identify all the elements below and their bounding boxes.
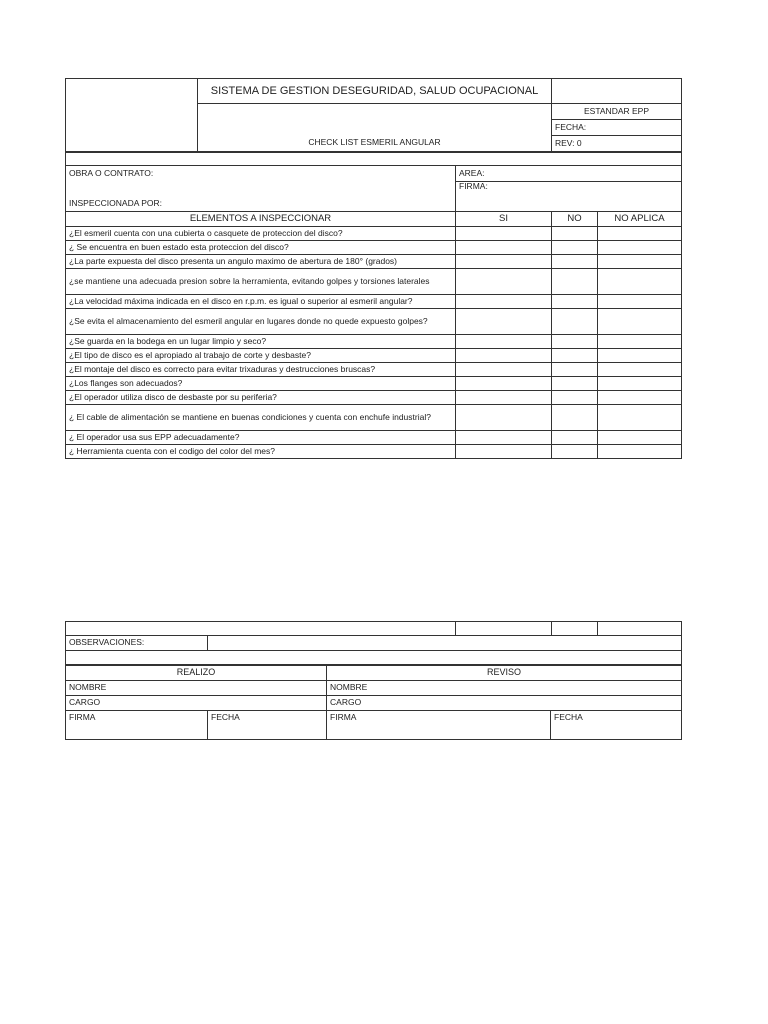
area-label: AREA: (456, 166, 682, 182)
answer-yes-cell[interactable] (456, 269, 552, 295)
answer-na-cell[interactable] (598, 241, 682, 255)
realizo-date-label: FECHA (208, 711, 327, 740)
answer-yes-cell[interactable] (456, 445, 552, 459)
realizo-name-label: NOMBRE (66, 681, 327, 696)
answer-na-cell[interactable] (598, 309, 682, 335)
answer-na-cell[interactable] (598, 295, 682, 309)
checklist-item: ¿El operador utiliza disco de desbaste por su periferia? (66, 391, 456, 405)
answer-no-cell[interactable] (552, 445, 598, 459)
answer-no-cell[interactable] (552, 363, 598, 377)
checklist-table (65, 152, 682, 459)
observations-label: OBSERVACIONES: (66, 636, 208, 651)
answer-na-cell[interactable] (598, 405, 682, 431)
checklist-item: ¿ Se encuentra en buen estado esta proteccion del disco? (66, 241, 456, 255)
checklist-row (66, 377, 682, 391)
answer-yes-cell[interactable] (456, 363, 552, 377)
checklist-row (66, 335, 682, 349)
standard-label: ESTANDAR EPP (552, 104, 682, 120)
checklist-row (66, 431, 682, 445)
contract-label: OBRA O CONTRATO: (66, 166, 456, 182)
reviso-date-label: FECHA (551, 711, 682, 740)
col-header-elements: ELEMENTOS A INSPECCIONAR (66, 212, 456, 227)
date-label: FECHA: (552, 120, 682, 136)
checklist-row (66, 349, 682, 363)
checklist-row (66, 295, 682, 309)
answer-yes-cell[interactable] (456, 349, 552, 363)
answer-yes-cell[interactable] (456, 295, 552, 309)
reviso-header: REVISO (327, 665, 682, 681)
checklist-row (66, 227, 682, 241)
extra-yes-cell[interactable] (456, 622, 552, 636)
checklist-item: ¿Se guarda en la bodega en un lugar limpio y seco? (66, 335, 456, 349)
answer-no-cell[interactable] (552, 241, 598, 255)
form-subtitle: CHECK LIST ESMERIL ANGULAR (198, 136, 552, 152)
answer-na-cell[interactable] (598, 349, 682, 363)
answer-yes-cell[interactable] (456, 405, 552, 431)
answer-yes-cell[interactable] (456, 255, 552, 269)
checklist-row (66, 255, 682, 269)
answer-na-cell[interactable] (598, 227, 682, 241)
inspected-by-label: INSPECCIONADA POR: (66, 182, 456, 212)
answer-no-cell[interactable] (552, 391, 598, 405)
answer-yes-cell[interactable] (456, 431, 552, 445)
reviso-position-label: CARGO (327, 696, 682, 711)
answer-yes-cell[interactable] (456, 391, 552, 405)
answer-no-cell[interactable] (552, 405, 598, 431)
checklist-row (66, 241, 682, 255)
realizo-position-label: CARGO (66, 696, 327, 711)
answer-no-cell[interactable] (552, 335, 598, 349)
extra-na-cell[interactable] (598, 622, 682, 636)
answer-na-cell[interactable] (598, 255, 682, 269)
answer-no-cell[interactable] (552, 269, 598, 295)
checklist-item: ¿Se evita el almacenamiento del esmeril angular en lugares donde no quede expuesto golpes? (66, 309, 456, 335)
answer-na-cell[interactable] (598, 269, 682, 295)
answer-na-cell[interactable] (598, 391, 682, 405)
answer-no-cell[interactable] (552, 309, 598, 335)
checklist-row (66, 309, 682, 335)
realizo-signature-label: FIRMA (66, 711, 208, 740)
checklist-item: ¿El esmeril cuenta con una cubierta o casquete de proteccion del disco? (66, 227, 456, 241)
answer-na-cell[interactable] (598, 431, 682, 445)
realizo-header: REALIZO (66, 665, 327, 681)
col-header-na: NO APLICA (598, 212, 682, 227)
checklist-row (66, 391, 682, 405)
checklist-item: ¿La parte expuesta del disco presenta un angulo maximo de abertura de 180° (grados) (66, 255, 456, 269)
answer-no-cell[interactable] (552, 377, 598, 391)
answer-yes-cell[interactable] (456, 335, 552, 349)
answer-na-cell[interactable] (598, 377, 682, 391)
answer-na-cell[interactable] (598, 445, 682, 459)
checklist-row (66, 363, 682, 377)
reviso-name-label: NOMBRE (327, 681, 682, 696)
answer-no-cell[interactable] (552, 295, 598, 309)
answer-yes-cell[interactable] (456, 227, 552, 241)
signature-label: FIRMA: (456, 182, 682, 212)
checklist-row (66, 405, 682, 431)
answer-na-cell[interactable] (598, 335, 682, 349)
reviso-signature-label: FIRMA (327, 711, 551, 740)
header-table (65, 78, 682, 152)
checklist-item: ¿El tipo de disco es el apropiado al trabajo de corte y desbaste? (66, 349, 456, 363)
col-header-yes: SI (456, 212, 552, 227)
observations-table (65, 621, 682, 666)
checklist-item: ¿ Herramienta cuenta con el codigo del color del mes? (66, 445, 456, 459)
observations-field[interactable] (208, 636, 682, 651)
answer-no-cell[interactable] (552, 255, 598, 269)
answer-na-cell[interactable] (598, 363, 682, 377)
checklist-item: ¿se mantiene una adecuada presion sobre la herramienta, evitando golpes y torsiones laterales (66, 269, 456, 295)
checklist-item: ¿El montaje del disco es correcto para evitar trixaduras y destrucciones bruscas? (66, 363, 456, 377)
answer-yes-cell[interactable] (456, 241, 552, 255)
form-title: SISTEMA DE GESTION DESEGURIDAD, SALUD OCUPACIONAL (198, 79, 552, 104)
checklist-item: ¿Los flanges son adecuados? (66, 377, 456, 391)
checklist-item: ¿ El operador usa sus EPP adecuadamente? (66, 431, 456, 445)
answer-no-cell[interactable] (552, 349, 598, 363)
answer-no-cell[interactable] (552, 431, 598, 445)
checklist-row (66, 445, 682, 459)
revision-label: REV: 0 (552, 136, 682, 152)
signatures-table (65, 664, 682, 740)
extra-no-cell[interactable] (552, 622, 598, 636)
answer-yes-cell[interactable] (456, 377, 552, 391)
answer-no-cell[interactable] (552, 227, 598, 241)
checklist-item: ¿ El cable de alimentación se mantiene en buenas condiciones y cuenta con enchufe industrial? (66, 405, 456, 431)
checklist-item: ¿La velocidad máxima indicada en el disco en r.p.m. es igual o superior al esmeril angular? (66, 295, 456, 309)
col-header-no: NO (552, 212, 598, 227)
answer-yes-cell[interactable] (456, 309, 552, 335)
checklist-row (66, 269, 682, 295)
